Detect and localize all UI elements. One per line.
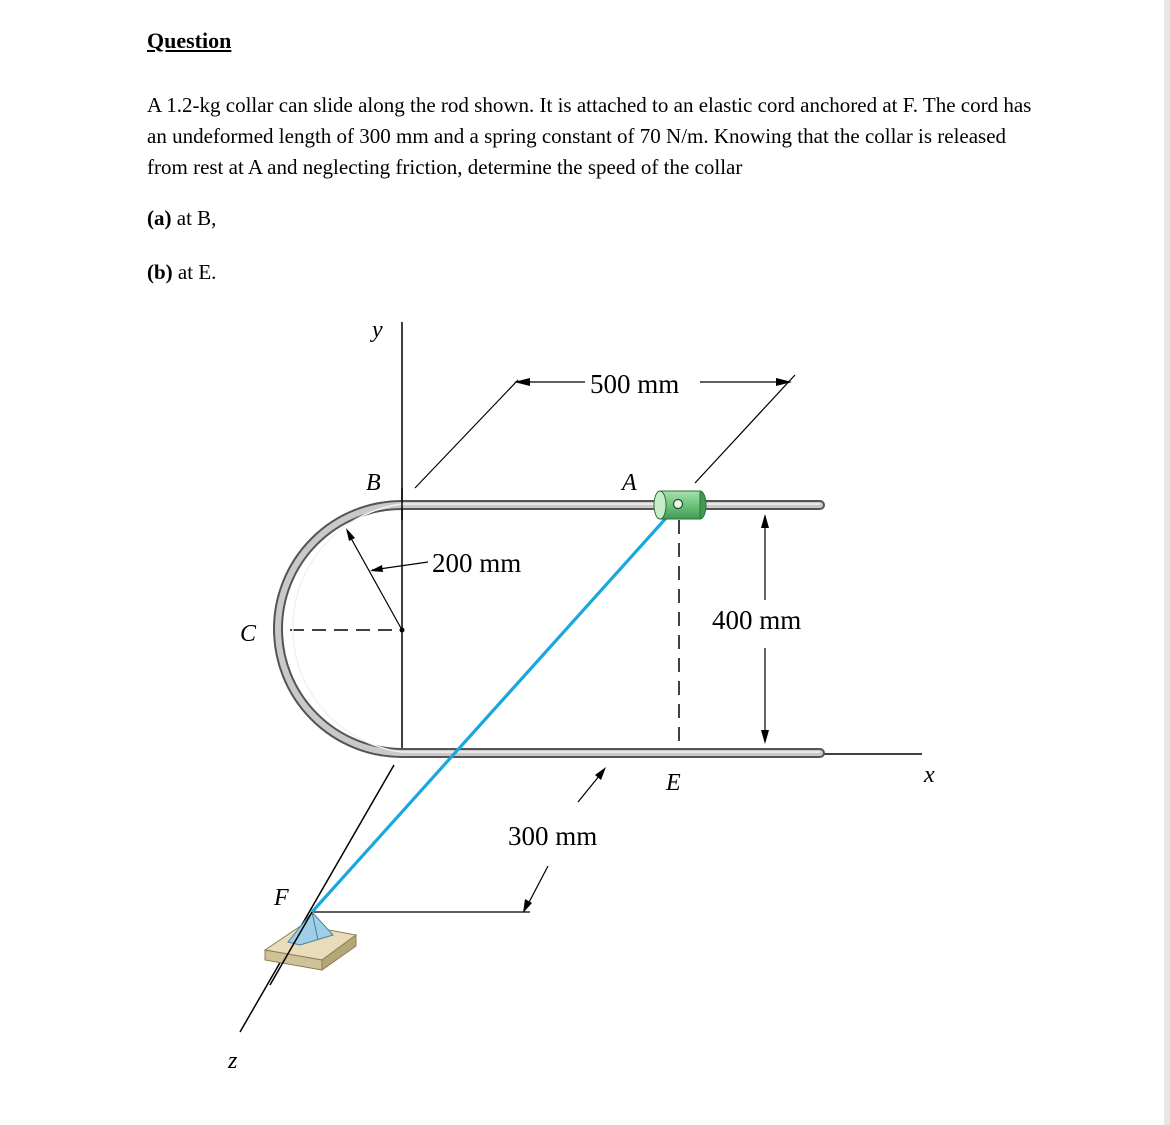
radius-dimension-label: 200 mm [432,548,522,578]
width-arrow-left [514,378,530,386]
x-axis-label: x [924,762,935,788]
label-F: F [274,885,289,911]
label-C: C [240,621,257,647]
label-E: E [666,770,681,796]
width-arrow-right [776,378,792,386]
collar-end-front [654,491,666,519]
depth-dimension-label: 300 mm [508,821,598,851]
radius-line [347,531,402,630]
depth-arrow-top [595,767,606,780]
depth-arrow-bottom [523,899,532,913]
part-b-label: (b) [147,260,173,284]
cord-attachment-eye [674,500,683,509]
z-axis-label: z [228,1048,238,1074]
y-axis-label: y [372,317,383,343]
part-a-label: (a) [147,206,172,230]
part-b-text: at E. [177,260,217,284]
height-dimension-label: 400 mm [712,605,802,635]
width-extension-left [415,380,518,488]
problem-statement: A 1.2-kg collar can slide along the rod shown. It is attached to an elastic cord anchored at F. The cord has an undeformed length of 300 mm and a spring constant of 70 N/m. Knowing that the collar is released from rest at A and neglecting friction, determine the speed of the collar [147,93,1032,179]
radius-leader-arrow [370,565,383,572]
question-heading: Question [147,28,232,53]
height-arrow-top [761,514,769,528]
label-A: A [622,470,637,496]
height-arrow-bottom [761,730,769,744]
label-B: B [366,470,381,496]
width-extension-right [695,375,795,483]
z-axis [240,765,394,1032]
part-a-text: at B, [176,206,217,230]
width-dimension-label: 500 mm [590,369,680,399]
radius-arrow-head [346,528,355,541]
